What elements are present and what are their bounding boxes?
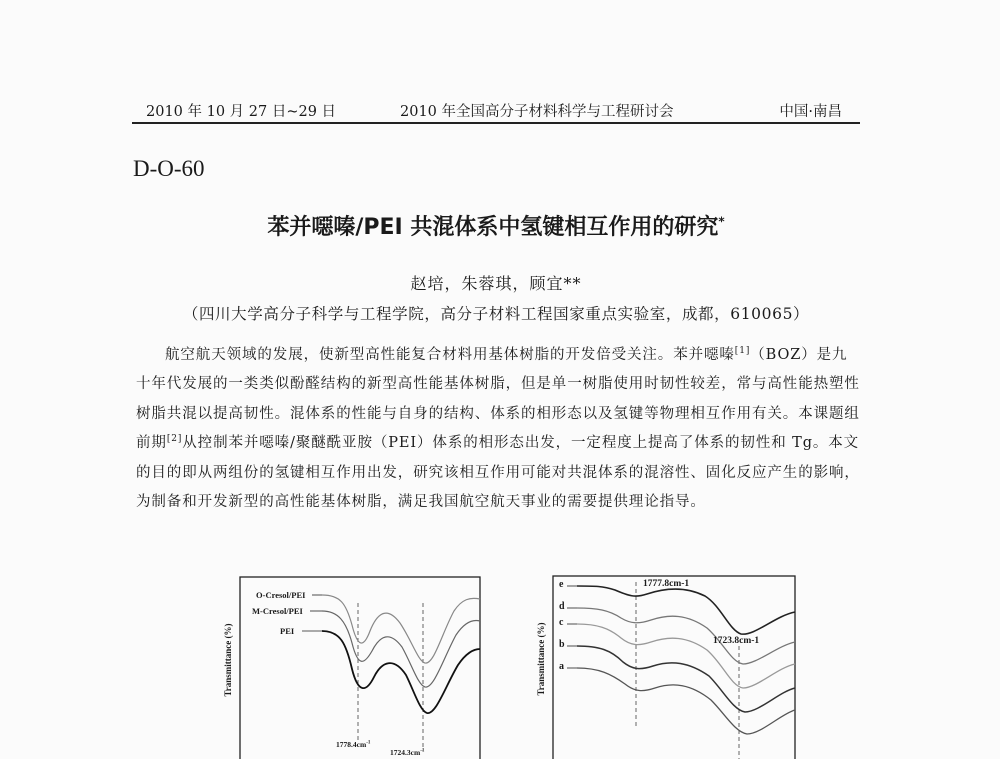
title-footnote-mark: * (718, 214, 725, 229)
body-text-part: 从控制苯并噁嗪/聚醚酰亚胺（PEI）体系的相形态出发，一定程度上提高了体系的韧性和 Tg。本文的目的即从两组份的氢键相互作用出发，研究该相互作用可能对共混体系的混溶性、固化反应产生的影响，为制备和开发新型的高性能基体树脂，满足我国航空航天事业的需要提供理论指导。 (136, 435, 860, 511)
curve-label-d: d (559, 601, 565, 612)
peak-unit-exponent: -1 (420, 748, 425, 754)
curve-label-a: a (559, 661, 564, 672)
peak-unit-exponent: -1 (366, 740, 371, 746)
figure1-ylabel: Transmittance (%) (223, 623, 233, 697)
figure-ftir-left (222, 573, 484, 759)
legend-m-cresol-pei: M-Cresol/PEI (252, 606, 303, 616)
legend-pei: PEI (280, 626, 295, 636)
curve-label-e: e (559, 579, 564, 590)
citation-ref: [2] (166, 434, 183, 445)
figure2-frame (553, 576, 795, 759)
figure1-peak2-label (390, 748, 424, 757)
paper-authors: 赵培，朱蓉琪，顾宜** (410, 274, 582, 293)
paper-title-text: 苯并噁嗪/PEI 共混体系中氢键相互作用的研究 (267, 215, 719, 240)
body-text-part: （BOZ）是九十年代发展的一类类似酚醛结构的新型高性能基体树脂，但是单一树脂使用时韧性较差，常与高性能热塑性树脂共混以提高韧性。混体系的性能与自身的结构、体系的相形态以及氢键等物理相互作用有关。本课题组前期 (136, 347, 860, 452)
citation-ref: [1] (734, 346, 751, 357)
header-conference: 2010 年全国高分子材料科学与工程研讨会 (400, 104, 674, 120)
curve-pei (322, 631, 480, 713)
peak-wavenumber: 1724.3cm (390, 748, 421, 757)
figure2-ylabel: Transmittance (%) (536, 622, 546, 696)
header-location: 中国·南昌 (779, 104, 842, 120)
figure1-peak1-label (336, 740, 370, 749)
figure2-peak2-label: 1723.8cm-1 (713, 636, 760, 646)
curve-d (577, 608, 795, 664)
curve-label-b: b (559, 639, 565, 650)
header-date: 2010 年 10 月 27 日~29 日 (146, 104, 337, 120)
figure1-plot (222, 573, 484, 759)
running-header (132, 96, 860, 124)
curve-c (577, 624, 795, 688)
body-text-part: 航空航天领域的发展，使新型高性能复合材料用基体树脂的开发倍受关注。苯并噁嗪 (165, 347, 735, 363)
figure2-plot (535, 572, 799, 759)
figure-ftir-right (535, 572, 799, 759)
peak-wavenumber: 1778.4cm (336, 740, 367, 749)
curve-e (577, 586, 795, 634)
body-paragraph (136, 341, 860, 517)
paper-title (132, 210, 860, 241)
legend-o-cresol-pei: O-Cresol/PEI (256, 590, 306, 600)
body-text (136, 341, 860, 517)
paper-code: D-O-60 (133, 156, 205, 181)
curve-o-cresol-pei (322, 595, 480, 663)
figure2-peak1-label: 1777.8cm-1 (643, 579, 690, 589)
curve-label-c: c (559, 617, 564, 628)
paper-affiliation: （四川大学高分子科学与工程学院，高分子材料工程国家重点实验室，成都，610065） (182, 305, 810, 323)
curve-a (577, 668, 795, 734)
curve-b (577, 646, 795, 712)
figure1-frame (240, 577, 480, 759)
